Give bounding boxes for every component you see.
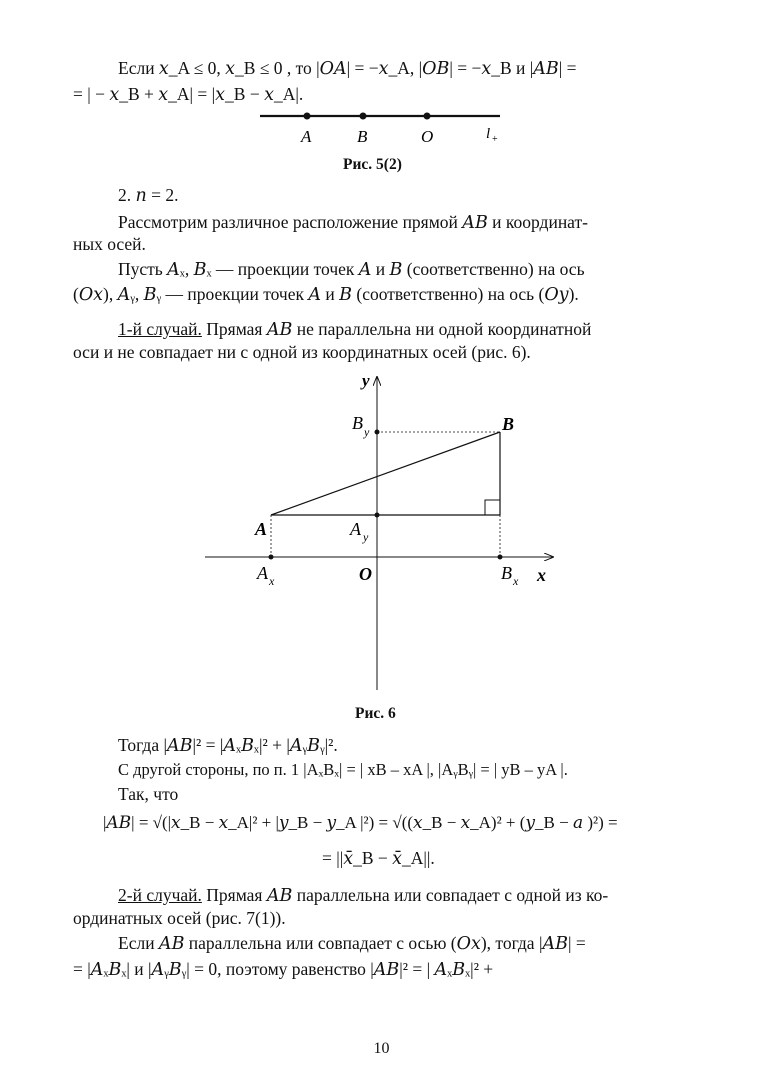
paragraph-line-7: (𝑂𝑥), 𝐴ᵧ, 𝐵ᵧ — проекции точек 𝐴 и 𝐵 (соответственно) на ось (𝑂𝑦). (73, 284, 579, 304)
label-ax-sub: x (269, 574, 275, 588)
paragraph-line-18: = |𝐴ₓ𝐵ₓ| и |𝐴ᵧ𝐵ᵧ| = 0, поэтому равенство |𝐴𝐵|² = | 𝐴ₓ𝐵ₓ|² + (73, 959, 494, 979)
figure-6-coordinate-diagram (195, 365, 575, 695)
formula-line-2: = | − 𝑥_B + 𝑥_A| = |𝑥_B − 𝑥_A|. (73, 84, 304, 104)
figure-5-caption: Рис. 5(2) (343, 156, 402, 173)
case-2-line (118, 884, 608, 906)
formula-line-14: = ||𝑥̄_B − 𝑥̄_A||. (322, 848, 435, 868)
paragraph-line-4: Рассмотрим различное расположение прямой 𝐴𝐵 и координат- (118, 212, 588, 232)
point-b (360, 113, 367, 120)
point-ax (269, 555, 274, 560)
segment-ab (271, 432, 500, 515)
case-2-text: Прямая 𝐴𝐵 параллельна или совпадает с одной из ко- (201, 885, 609, 905)
label-bx: B (501, 563, 512, 583)
formula-line-1: Если 𝑥_A ≤ 0, 𝑥_B ≤ 0 , то |𝑂𝐴| = −𝑥_A, |𝑂𝐵| = −𝑥_B и |𝐴𝐵| = (118, 58, 577, 78)
label-b: B (357, 127, 368, 146)
figure-6-caption: Рис. 6 (355, 705, 396, 722)
label-o: O (421, 127, 434, 146)
paragraph-line-9: оси и не совпадает ни с одной из координатных осей (рис. 6). (73, 342, 531, 362)
paragraph-n2: 2. 𝑛 = 2. (118, 185, 179, 205)
figure-5-number-line (255, 106, 515, 146)
point-ay (375, 513, 380, 518)
point-o (424, 113, 431, 120)
case-1-heading: 1-й случай. (118, 319, 202, 339)
label-x: x (537, 565, 546, 585)
point-by (375, 430, 380, 435)
formula-line-13: |𝐴𝐵| = √(|𝑥_B − 𝑥_A|² + |𝑦_B − 𝑦_A |²) = √((𝑥_B − 𝑥_A)² + (𝑦_B − 𝑎 )²) = (103, 813, 618, 832)
paragraph-line-16: ординатных осей (рис. 7(1)). (73, 908, 286, 928)
label-ay-sub: y (363, 530, 369, 544)
paragraph-line-17: Если 𝐴𝐵 параллельна или совпадает с осью (𝑂𝑥), тогда |𝐴𝐵| = (118, 933, 586, 953)
paragraph-line-11: С другой стороны, по п. 1 |AₓBₓ| = | xB – xA |, |AᵧBᵧ| = | yB – yA |. (118, 760, 568, 779)
case-1-line (118, 318, 591, 340)
label-l: l (486, 126, 491, 142)
label-ay: A (350, 519, 361, 539)
label-by-sub: y (364, 425, 370, 439)
point-bx (498, 555, 503, 560)
case-2-heading: 2-й случай. (118, 885, 202, 905)
paragraph-line-12: Так, что (118, 784, 179, 804)
label-a: A (255, 519, 268, 539)
label-ax: A (257, 563, 268, 583)
label-o: O (359, 564, 372, 584)
label-a: A (301, 127, 312, 146)
paragraph-line-10: Тогда |𝐴𝐵|² = |𝐴ₓ𝐵ₓ|² + |𝐴ᵧ𝐵ᵧ|². (118, 735, 338, 755)
label-y: y (362, 371, 370, 390)
case-1-text: Прямая 𝐴𝐵 не параллельна ни одной координатной (201, 319, 592, 339)
label-b: B (502, 414, 515, 434)
paragraph-line-5: ных осей. (73, 234, 146, 254)
label-l-sub: + (492, 134, 498, 145)
label-by: B (352, 413, 363, 433)
label-bx-sub: x (513, 574, 519, 588)
paragraph-line-6: Пусть 𝐴ₓ, 𝐵ₓ — проекции точек 𝐴 и 𝐵 (соответственно) на ось (118, 259, 585, 279)
page-number: 10 (373, 1040, 390, 1057)
right-angle-marker (485, 500, 500, 515)
point-a (304, 113, 311, 120)
